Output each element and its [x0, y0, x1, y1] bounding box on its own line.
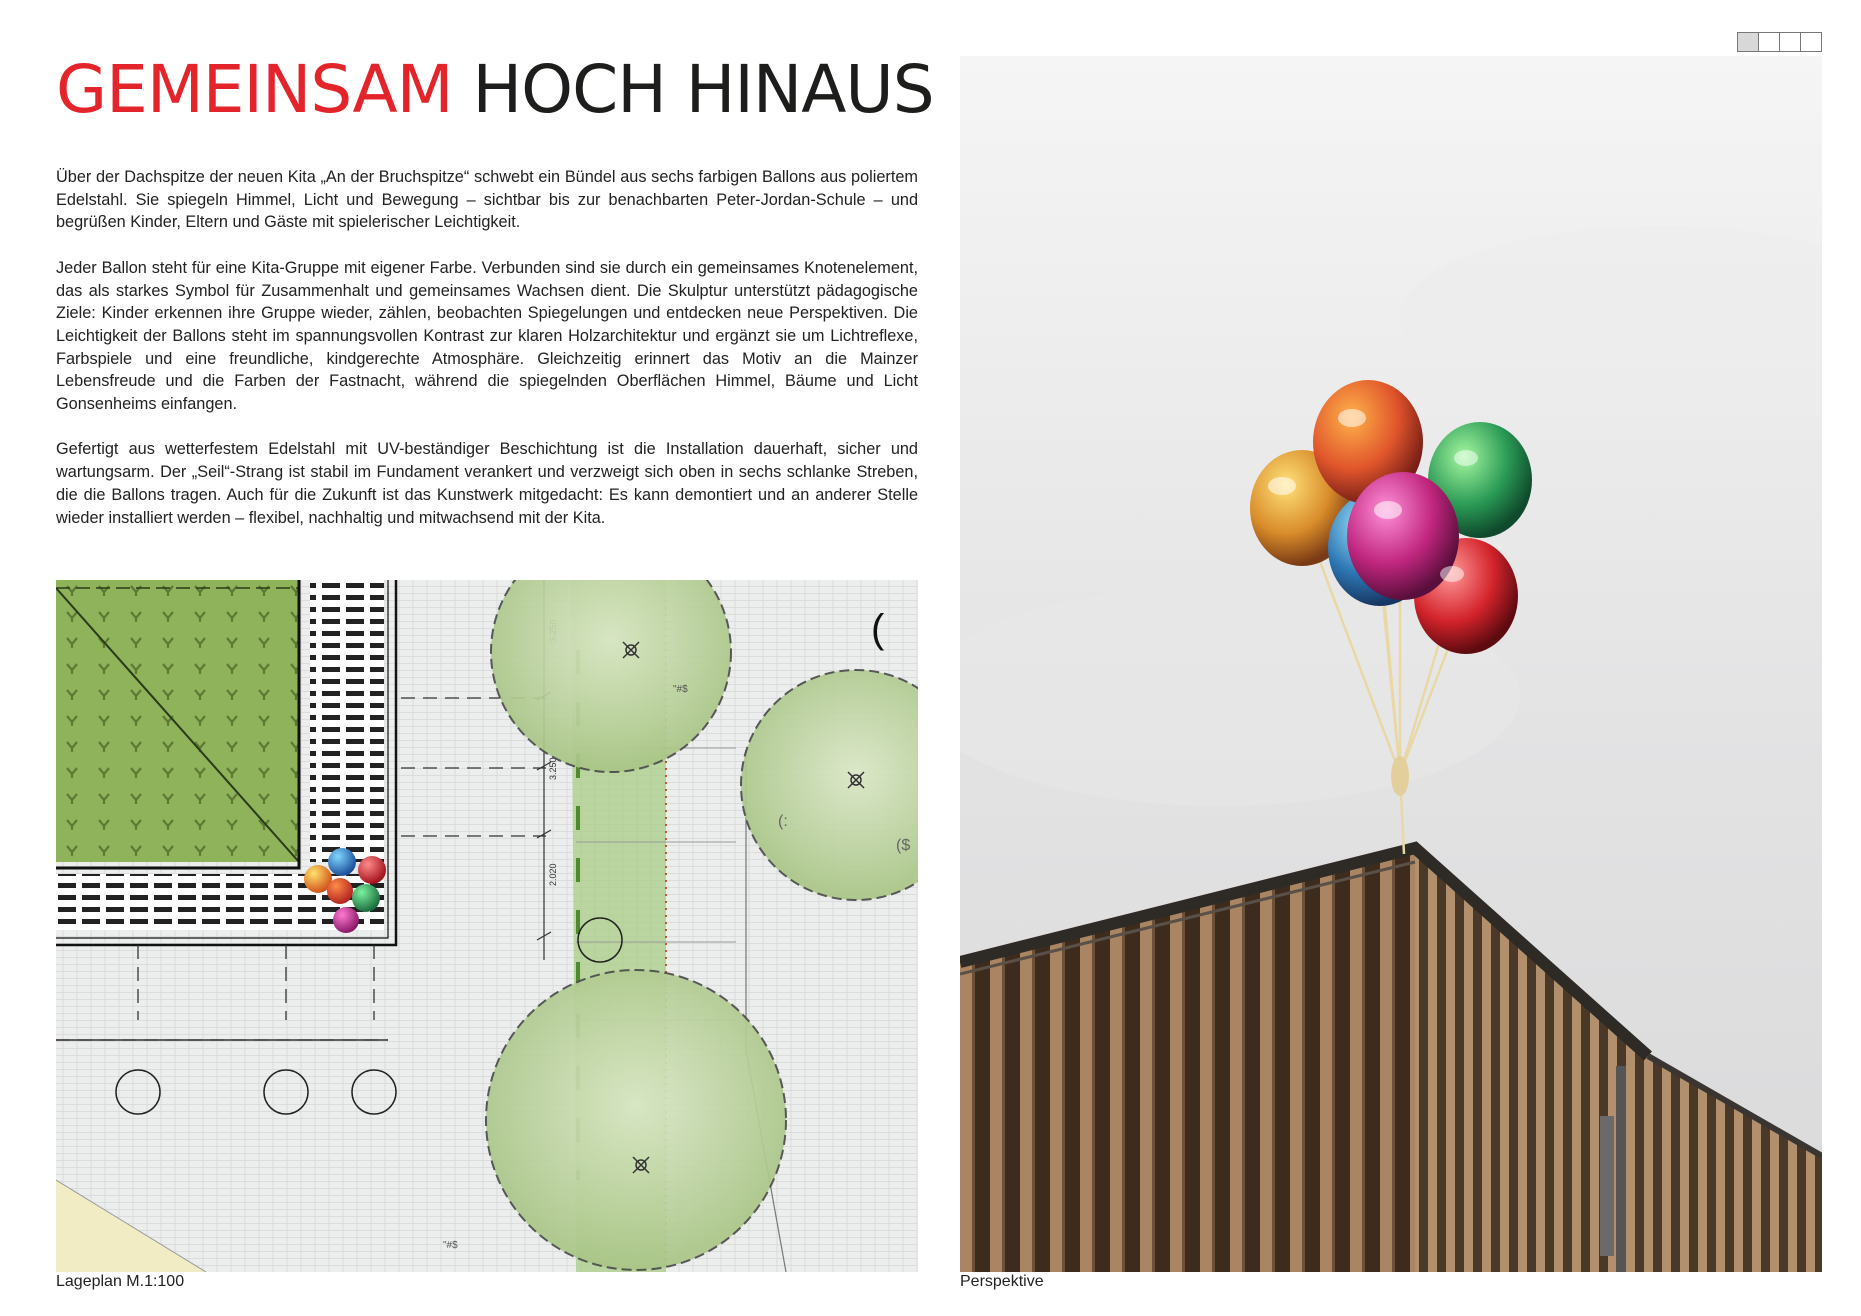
sheet-index-boxes — [1737, 32, 1822, 52]
sheet-index-box — [1738, 33, 1759, 51]
paragraph: Über der Dachspitze der neuen Kita „An der Bruchspitze“ schwebt ein Bündel aus sechs farbigen Ballons aus poliertem Edelstahl. Sie spiegeln Himmel, Licht und Bewegung – sichtbar bis zur benachbarten Peter-Jordan-Schule – und begrüßen Kinder, Eltern und Gäste mit spielerischer Leichtigkeit. — [56, 168, 918, 232]
balloon-magenta — [1347, 472, 1459, 600]
body-text — [56, 166, 918, 552]
perspective-drawing — [960, 56, 1822, 1272]
title-accent: GEMEINSAM — [56, 51, 453, 128]
sheet-index-box — [1759, 33, 1780, 51]
site-plan-caption: Lageplan M.1:100 — [56, 1273, 185, 1290]
dimension-label: 3.250 — [548, 757, 558, 780]
site-plan — [56, 580, 918, 1272]
knot-element — [1391, 756, 1409, 796]
plan-mark: (: — [778, 813, 788, 830]
paragraph: Gefertigt aus wetterfestem Edelstahl mit UV-beständiger Beschichtung ist die Installation dauerhaft, sicher und wartungsarm. Der „Seil“-Strang ist stabil im Fundament verankert und verzweigt sich oben in sechs schlanke Streben, die die Ballons tragen. Auch für die Zukunft ist das Kunstwerk mitgedacht: Es kann demontiert und an anderer Stelle wieder installiert werden – flexibel, nachhaltig und mitwachsend mit der Kita. — [56, 440, 918, 527]
plan-mark: ($ — [896, 837, 911, 854]
perspective-photo — [960, 56, 1822, 1272]
perspective-caption: Perspektive — [960, 1273, 1044, 1290]
plan-mark: "#$ — [443, 1240, 458, 1251]
decking-vertical — [310, 580, 384, 862]
paragraph: Jeder Ballon steht für eine Kita-Gruppe mit eigener Farbe. Verbunden sind sie durch ein gemeinsames Knotenelement, das als starkes Symbol für Zusammenhalt und gemeinsames Wachsen dient. Die Skulptur unterstützt pädagogische Ziele: Kinder erkennen ihre Gruppe wieder, zählen, beobachten Spiegelungen und entdecken neue Perspektiven. Die Leichtigkeit der Ballons steht im spannungsvollen Kontrast zur klaren Holzarchitektur und ergänzt sie um Lichtreflexe, Farbspiele und eine freundliche, kindgerechte Atmosphäre. Gleichzeitig erinnert das Motiv an die Mainzer Lebensfreude und die Farben der Fastnacht, während die spiegelnden Oberflächen Himmel, Bäume und Licht Gonsenheims einfangen. — [56, 258, 918, 414]
title-main: HOCH HINAUS — [472, 51, 934, 128]
page-title — [56, 50, 934, 130]
plan-mark: "#$ — [673, 684, 688, 695]
dimension-label: 2.020 — [548, 863, 558, 886]
site-plan-drawing — [56, 580, 918, 1272]
sheet-index-box — [1801, 33, 1821, 51]
plan-mark: ( — [871, 607, 885, 651]
tree-canopy — [486, 970, 786, 1270]
sheet-index-box — [1780, 33, 1801, 51]
